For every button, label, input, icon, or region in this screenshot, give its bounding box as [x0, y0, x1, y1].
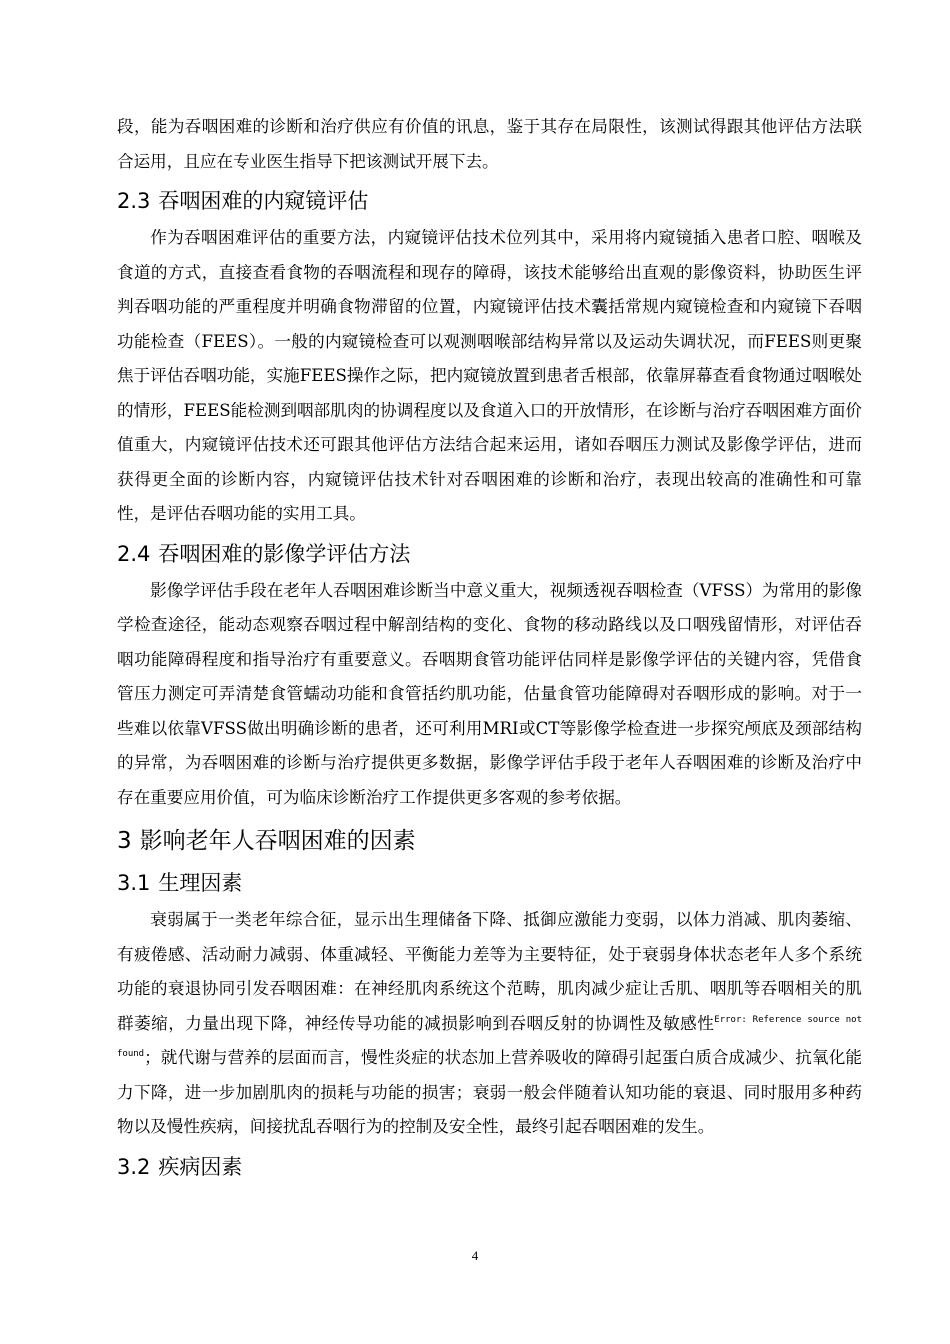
paragraph-imaging: 影像学评估手段在老年人吞咽困难诊断当中意义重大，视频透视吞咽检查（VFSS）为常用的影像学检查途径，能动态观察吞咽过程中解剖结构的变化、食物的移动路线以及口咽残留情形，对评估吞咽功能障碍程度和指导治疗有重要意义。吞咽期食管功能评估同样是影像学评估的关键内容，凭借食管压力测定可弄清楚食管蠕动功能和食管括约肌功能，估量食管功能障碍对吞咽形成的影响。对于一些难以依靠VFSS做出明确诊断的患者，还可利用MRI或CT等影像学检查进一步探究颅底及颈部结构的异常，为吞咽困难的诊断与治疗提供更多数据，影像学评估手段于老年人吞咽困难的诊断及治疗中存在重要应用价值，可为临床诊断治疗工作提供更多客观的参考依据。 [117, 580, 862, 807]
page-content [117, 110, 862, 1187]
heading-number: 2.4 [117, 541, 151, 566]
heading-2-4 [117, 536, 862, 572]
reference-error-marker: Error: Reference source not found [117, 1014, 862, 1059]
heading-3-1 [117, 865, 862, 901]
heading-text: 吞咽困难的内窥镜评估 [158, 189, 369, 213]
paragraph-endoscopy: 作为吞咽困难评估的重要方法，内窥镜评估技术位列其中，采用将内窥镜插入患者口腔、咽喉及食道的方式，直接查看食物的吞咽流程和现存的障碍，该技术能够给出直观的影像资料，协助医生评判吞咽功能的严重程度并明确食物滞留的位置，内窥镜评估技术囊括常规内窥镜检查和内窥镜下吞咽功能检查（FEES）。一般的内窥镜检查可以观测咽喉部结构异常以及运动失调状况，而FEES则更聚焦于评估吞咽功能，实施FEES操作之际，把内窥镜放置到患者舌根部，依靠屏幕查看食物通过咽喉处的情形，FEES能检测到咽部肌肉的协调程度以及食道入口的开放情形，在诊断与治疗吞咽困难方面价值重大，内窥镜评估技术还可跟其他评估方法结合起来运用，诸如吞咽压力测试及影像学评估，进而获得更全面的诊断内容，内窥镜评估技术针对吞咽困难的诊断和治疗，表现出较高的准确性和可靠性，是评估吞咽功能的实用工具。 [117, 228, 862, 523]
paragraph-physiological [117, 903, 862, 1145]
heading-3-2 [117, 1149, 862, 1185]
heading-number: 3.2 [117, 1154, 151, 1179]
page-number: 4 [471, 1248, 479, 1263]
heading-number: 2.3 [117, 189, 151, 213]
heading-text: 生理因素 [158, 871, 243, 895]
heading-text: 疾病因素 [158, 1154, 243, 1179]
heading-text: 影响老年人吞咽困难的因素 [139, 828, 416, 854]
heading-text: 吞咽困难的影像学评估方法 [158, 541, 411, 566]
paragraph-intro-continuation: 段，能为吞咽困难的诊断和治疗供应有价值的讯息，鉴于其存在局限性，该测试得跟其他评估方法联合运用，且应在专业医生指导下把该测试开展下去。 [117, 117, 862, 171]
heading-number: 3 [117, 828, 132, 854]
paragraph-part-a: 衰弱属于一类老年综合征，显示出生理储备下降、抵御应激能力变弱，以体力消减、肌肉萎缩、有疲倦感、活动耐力减弱、体重减轻、平衡能力差等为主要特征，处于衰弱身体状态老年人多个系统功能的衰退协同引发吞咽困难：在神经肌肉系统这个范畴，肌肉减少症让舌肌、咽肌等吞咽相关的肌群萎缩，力量出现下降，神经传导功能的减损影响到吞咽反射的协调性及敏感性 [117, 910, 862, 1033]
heading-number: 3.1 [117, 871, 151, 895]
paragraph-part-b: ；就代谢与营养的层面而言，慢性炎症的状态加上营养吸收的障碍引起蛋白质合成减少、抗氧化能力下降，进一步加剧肌肉的损耗与功能的损害；衰弱一般会伴随着认知功能的衰退、同时服用多种药物以及慢性疾病，间接扰乱吞咽行为的控制及安全性，最终引起吞咽困难的发生。 [117, 1048, 862, 1136]
heading-2-3 [117, 183, 862, 219]
heading-3 [117, 821, 862, 861]
